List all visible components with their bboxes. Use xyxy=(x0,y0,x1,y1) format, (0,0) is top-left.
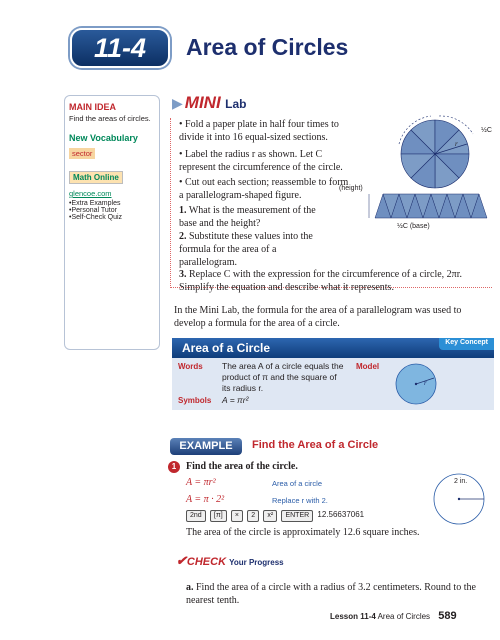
page-number: 589 xyxy=(438,610,457,622)
vocab-term[interactable]: sector xyxy=(69,148,95,159)
key-2: 2 xyxy=(247,510,259,522)
main-idea-heading: MAIN IDEA xyxy=(69,102,116,112)
words-text: The area A of a circle equals the product of π and the square of its radius r. xyxy=(222,361,344,393)
check-your-progress xyxy=(176,553,284,569)
example-step1-note: Area of a circle xyxy=(272,479,323,488)
key-concept-bar xyxy=(172,338,494,358)
mini-lab-title xyxy=(172,93,246,113)
key-square: x² xyxy=(263,510,277,522)
check-question: a. Find the area of a circle with a radius of 3.2 centimeters. Round to the nearest tenth. xyxy=(186,582,476,606)
height-label: (height) xyxy=(339,185,363,192)
example-badge: EXAMPLE xyxy=(170,438,242,455)
play-icon: ▶ xyxy=(172,95,183,111)
half-c-label: ½C xyxy=(481,127,492,134)
model-label: Model xyxy=(356,362,380,371)
key-times: × xyxy=(231,510,243,522)
mini-label: MINI xyxy=(184,93,221,112)
key-pi: [π] xyxy=(210,510,227,522)
footer-title: Area of Circles xyxy=(377,612,431,621)
math-online-label: Math Online xyxy=(69,171,123,184)
resource-item[interactable]: • Extra Examples xyxy=(69,200,159,207)
lab-label: Lab xyxy=(225,97,247,111)
sidebar xyxy=(64,95,160,350)
example-step1: A = πr² xyxy=(186,477,216,488)
key-enter: ENTER xyxy=(281,510,313,522)
key-concept-body xyxy=(172,358,494,410)
page-footer xyxy=(330,610,457,622)
base-label: ½C (base) xyxy=(397,223,430,230)
check-word: CHECK xyxy=(186,556,227,568)
lab-bullet: • Cut out each section; reassemble to form a parallelogram-shaped figure. xyxy=(179,177,349,201)
lab-bullet: • Fold a paper plate in half four times to divide it into 16 equal-sized sections. xyxy=(179,119,339,143)
words-label: Words xyxy=(178,362,203,371)
check-mark-icon: ✔ xyxy=(176,553,187,568)
glencoe-link[interactable]: glencoe.com xyxy=(69,189,112,198)
lesson-number-badge: 11-4 xyxy=(70,28,170,68)
key-2nd: 2nd xyxy=(186,510,206,522)
example-step2-note: Replace r with 2. xyxy=(272,496,328,505)
resource-list xyxy=(65,200,159,221)
radius-label: r xyxy=(455,140,458,148)
parallelogram-sectors xyxy=(375,194,487,218)
model-radius-label: r xyxy=(424,379,427,387)
vocab-heading: New Vocabulary xyxy=(69,133,138,143)
intro-paragraph: In the Mini Lab, the formula for the area of a parallelogram was used to develop a formula for the area of a circle. xyxy=(174,305,462,329)
symbols-text: A = πr² xyxy=(222,395,249,405)
lesson-title: Area of Circles xyxy=(186,34,349,60)
lab-bullet: • Label the radius r as shown. Let C represent the circumference of the circle. xyxy=(179,149,343,173)
key-concept-title: Area of a Circle xyxy=(182,341,271,355)
example-number: 1 xyxy=(168,461,180,473)
resource-item[interactable]: • Self-Check Quiz xyxy=(69,214,159,221)
lab-question: 3. Replace C with the expression for the circumference of a circle, 2πr. Simplify the equation and describe what it represents. xyxy=(179,269,462,293)
example-conclusion: The area of the circle is approximately 12.6 square inches. xyxy=(186,527,420,538)
example-prompt: Find the area of the circle. xyxy=(186,461,298,472)
symbols-label: Symbols xyxy=(178,396,212,405)
lab-figure xyxy=(339,114,493,230)
example-radius-label: 2 in. xyxy=(454,478,468,485)
example-title: Find the Area of a Circle xyxy=(252,439,379,451)
example-step2: A = π · 2² xyxy=(186,494,225,505)
main-idea-text: Find the areas of circles. xyxy=(69,114,151,123)
resource-item[interactable]: • Personal Tutor xyxy=(69,207,159,214)
calculator-keystrokes xyxy=(186,510,364,522)
calc-result: 12.56637061 xyxy=(317,510,365,519)
lab-question: 1. What is the measurement of the base and the height? xyxy=(179,205,316,229)
mini-lab-box xyxy=(170,118,492,293)
check-subtitle: Your Progress xyxy=(229,558,284,567)
footer-lesson: Lesson 11-4 xyxy=(330,612,376,621)
key-concept-tag: Key Concept xyxy=(439,338,494,350)
model-circle xyxy=(394,362,438,406)
lab-question: 2. Substitute these values into the formula for the area of a parallelogram. xyxy=(179,231,313,268)
